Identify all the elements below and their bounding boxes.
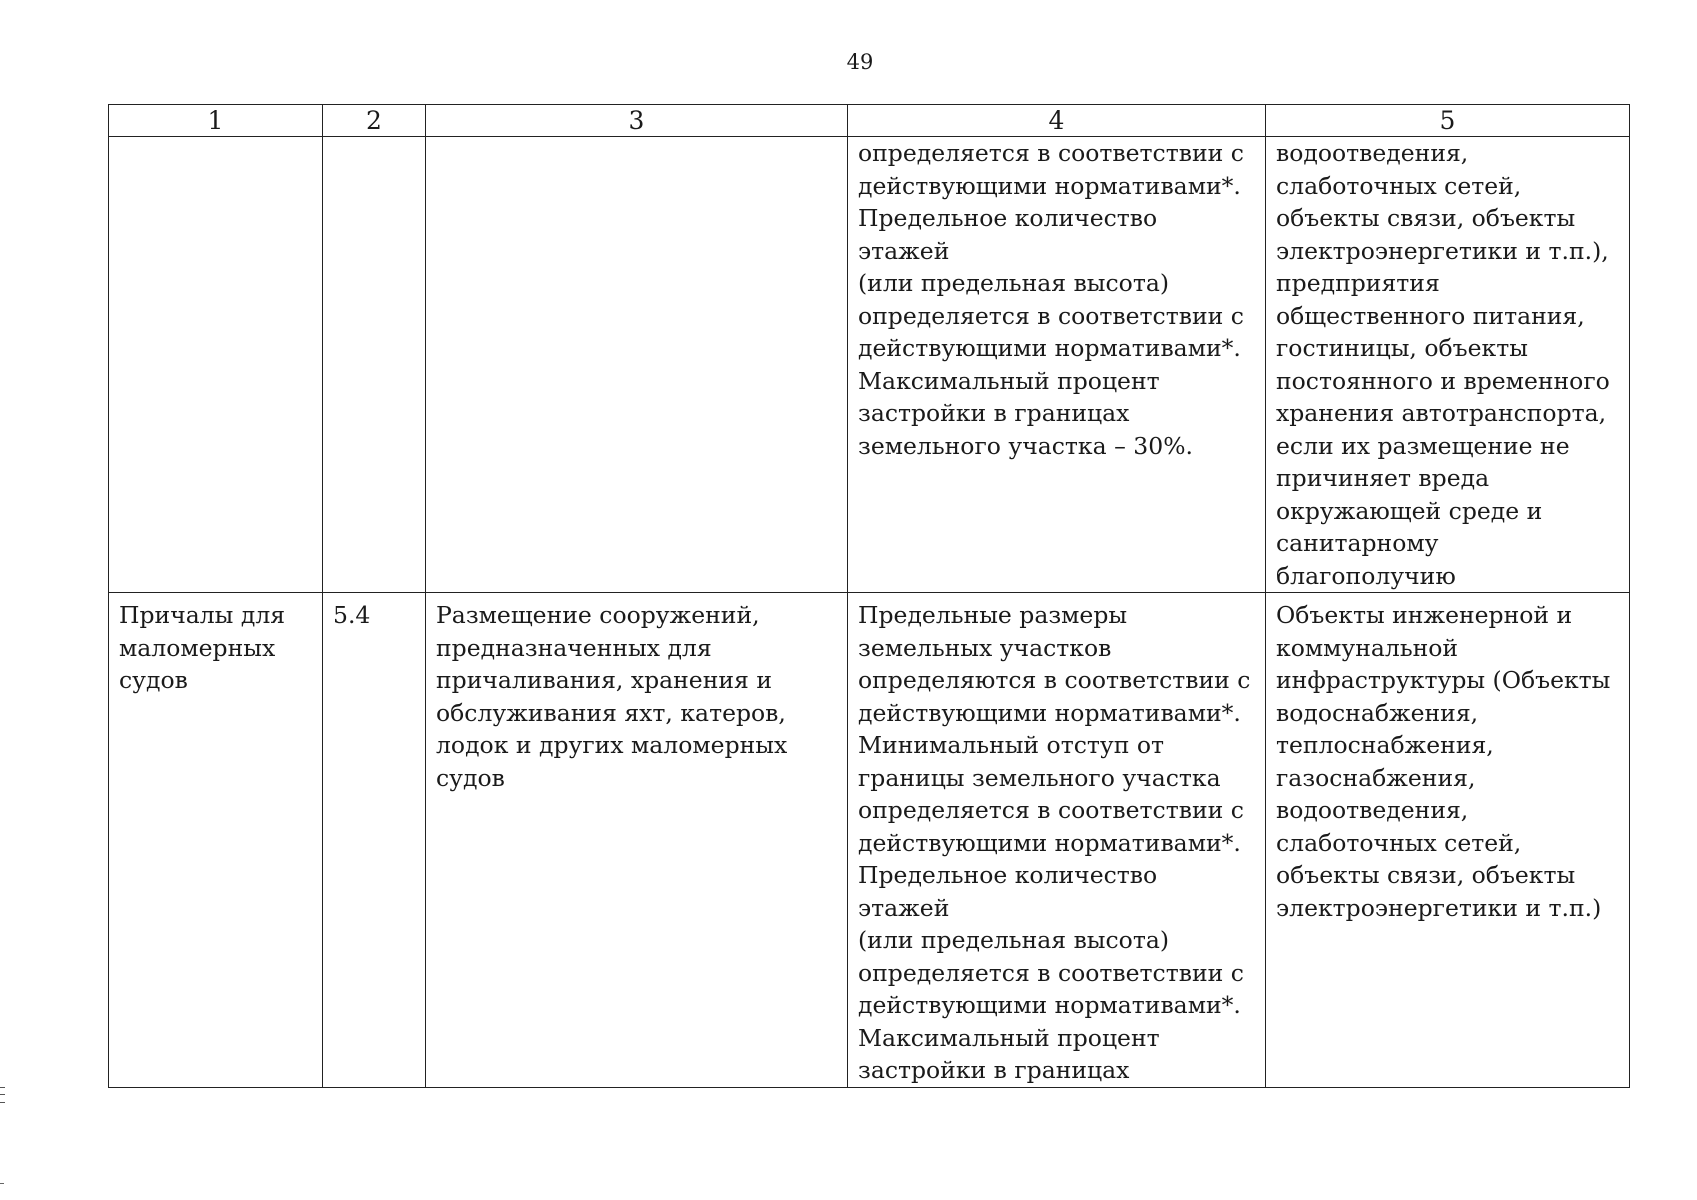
auxiliary-uses-cell: водоотведения, слаботочных сетей, объекты связи, объекты электроэнергетики и т.п.), предприятия общественного питания, гостиницы, объекты постоянного и временного хранения автотранспорта, если их размещение не причиняет вреда окружающей среде и санитарному благополучию	[1266, 137, 1630, 593]
table-row	[109, 137, 1630, 593]
auxiliary-uses-cell: Объекты инженерной и коммунальной инфраструктуры (Объекты водоснабжения, теплоснабжения, газоснабжения, водоотведения, слаботочных сетей, объекты связи, объекты электроэнергетики и т.п.)	[1266, 593, 1630, 1088]
parameters-cell: Предельные размеры земельных участков определяются в соответствии с действующими нормативами*. Минимальный отступ от границы земельного участка определяется в соответствии с действующими нормативами*. Предельное количество этажей (или предельная высота) определяется в соответствии с действующими нормативами*. Максимальный процент застройки в границах	[848, 593, 1266, 1088]
use-code-cell: 5.4	[323, 593, 426, 1088]
scan-edge-dot	[0, 1183, 4, 1184]
header-cell-2: 2	[323, 105, 426, 137]
scan-edge-mark	[0, 1087, 5, 1103]
table-header-row	[109, 105, 1630, 137]
parameters-cell: определяется в соответствии с действующими нормативами*. Предельное количество этажей (или предельная высота) определяется в соответствии с действующими нормативами*. Максимальный процент застройки в границах земельного участка – 30%.	[848, 137, 1266, 593]
use-description-cell: Размещение сооружений, предназначенных для причаливания, хранения и обслуживания яхт, катеров, лодок и других маломерных судов	[426, 593, 848, 1088]
header-cell-5: 5	[1266, 105, 1630, 137]
use-description-cell	[426, 137, 848, 593]
use-name-cell: Причалы для маломерных судов	[109, 593, 323, 1088]
header-cell-3: 3	[426, 105, 848, 137]
use-code-cell	[323, 137, 426, 593]
use-name-cell	[109, 137, 323, 593]
regulations-table	[108, 104, 1630, 1088]
header-cell-1: 1	[109, 105, 323, 137]
page-number: 49	[846, 50, 874, 74]
header-cell-4: 4	[848, 105, 1266, 137]
table-row	[109, 593, 1630, 1088]
